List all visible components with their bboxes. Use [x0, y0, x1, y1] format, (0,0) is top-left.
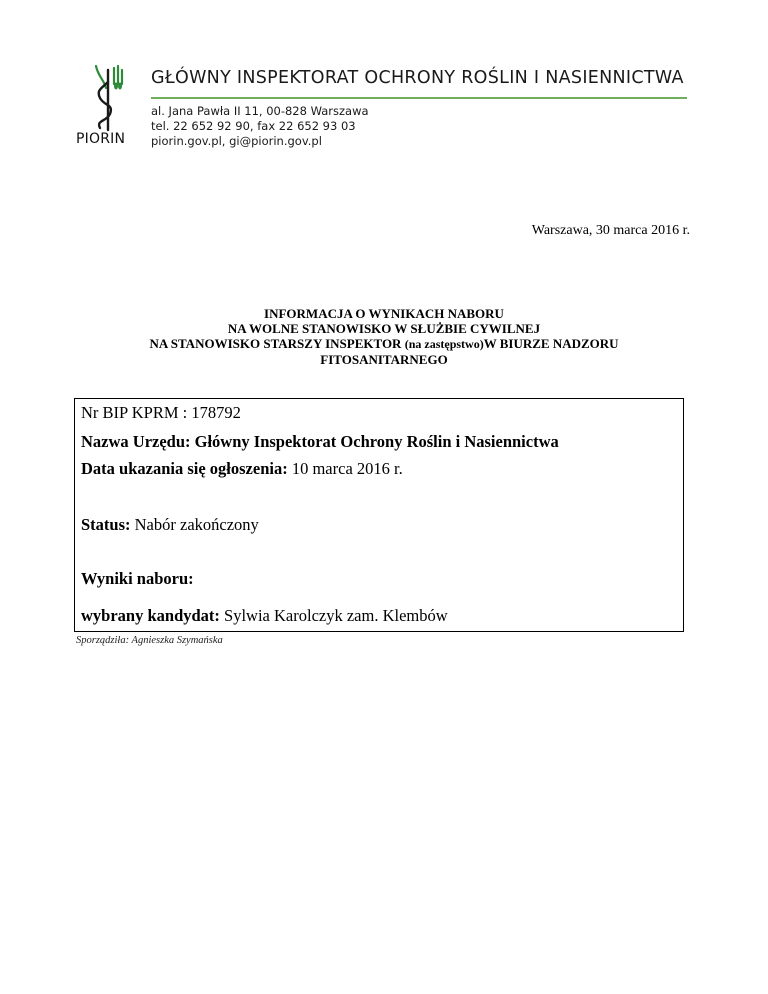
candidate-label: wybrany kandydat: [81, 606, 220, 625]
web-email-text: piorin.gov.pl, gi@piorin.gov.pl [151, 134, 322, 148]
heading-line-4: FITOSANITARNEGO [320, 352, 448, 367]
phone-text: tel. 22 652 92 90, fax 22 652 93 03 [151, 119, 356, 133]
heading-line-3-b: (na zastępstwo) [404, 337, 484, 351]
prepared-by: Sporządziła: Agnieszka Szymańska [76, 635, 223, 646]
heading-line-1: INFORMACJA O WYNIKACH NABORU [264, 306, 504, 321]
document-date: Warszawa, 30 marca 2016 r. [531, 223, 690, 238]
bip-number: Nr BIP KPRM : 178792 [81, 403, 241, 422]
announcement-date [81, 459, 403, 479]
status [81, 515, 259, 535]
address-text: al. Jana Pawła II 11, 00-828 Warszawa [151, 104, 369, 118]
candidate-value: Sylwia Karolczyk zam. Klembów [219, 606, 448, 625]
status-value: Nabór zakończony [130, 515, 259, 534]
header-divider [151, 97, 687, 99]
selected-candidate [81, 606, 448, 626]
heading-line-2: NA WOLNE STANOWISKO W SŁUŻBIE CYWILNEJ [227, 321, 541, 336]
organization-contact [151, 104, 369, 149]
document-heading [78, 306, 690, 367]
office-name-text: Nazwa Urzędu: Główny Inspektorat Ochrony Roślin i Nasiennictwa [81, 432, 559, 451]
heading-line-3 [78, 336, 690, 352]
status-label: Status: [81, 515, 131, 534]
heading-line-3-c: W BIURZE NADZORU [483, 336, 619, 351]
office-name [81, 432, 559, 452]
results-heading [81, 569, 194, 589]
announcement-date-label: Data ukazania się ogłoszenia: [81, 459, 288, 478]
heading-line-3-a: NA STANOWISKO STARSZY INSPEKTOR [149, 336, 405, 351]
logo-text: PIORIN [76, 131, 126, 147]
organization-name: GŁÓWNY INSPEKTORAT OCHRONY ROŚLIN I NASIENNICTWA [151, 68, 684, 88]
announcement-date-value: 10 marca 2016 r. [287, 459, 403, 478]
results-label: Wyniki naboru: [81, 569, 194, 588]
info-box [74, 398, 684, 632]
